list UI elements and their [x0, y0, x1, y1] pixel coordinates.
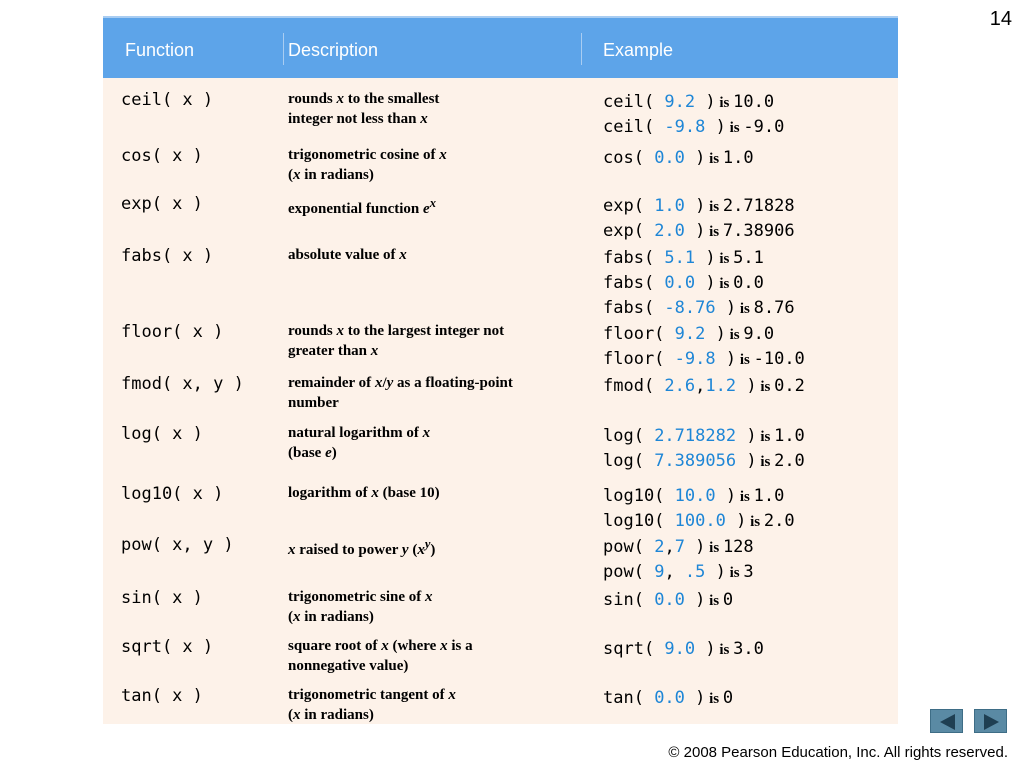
function-description: rounds x to the largest integer not greater than x — [288, 323, 505, 359]
example-line: fmod( 2.6,1.2 ) is 0.2 — [603, 376, 805, 396]
example-line: pow( 2,7 ) is 128 — [603, 537, 754, 557]
is-keyword: is — [705, 691, 723, 707]
is-keyword: is — [725, 120, 744, 136]
is-keyword: is — [705, 540, 723, 556]
function-examples — [603, 686, 733, 711]
example-result: 2.0 — [774, 451, 805, 471]
example-argument: 0.0 — [654, 590, 685, 610]
function-description: trigonometric tangent of x (x in radians) — [288, 687, 456, 723]
example-argument: 9.2 — [674, 324, 706, 344]
function-name: ceil( x ) — [121, 90, 214, 110]
is-keyword: is — [756, 454, 775, 470]
example-argument: 5.1 — [664, 248, 696, 268]
is-keyword: is — [705, 151, 723, 167]
is-keyword: is — [705, 593, 723, 609]
example-call: sin( — [603, 590, 655, 610]
example-result: 2.0 — [763, 511, 795, 531]
is-keyword: is — [715, 95, 734, 111]
example-argument: 7.389056 — [654, 451, 737, 471]
example-result: 1.0 — [774, 426, 805, 446]
example-result: 1.0 — [722, 148, 754, 168]
example-result: 8.76 — [753, 298, 795, 318]
function-description: absolute value of x — [288, 247, 407, 263]
function-table — [103, 16, 898, 724]
function-examples — [603, 484, 795, 534]
function-description: square root of x (where x is a nonnegative value) — [288, 638, 473, 674]
example-argument: 0.0 — [654, 688, 685, 708]
example-line: sin( 0.0 ) is 0 — [603, 590, 734, 610]
function-examples — [603, 588, 733, 613]
example-call: cos( — [603, 148, 655, 168]
example-call: fabs( — [603, 273, 665, 293]
is-keyword: is — [705, 224, 723, 240]
function-description: trigonometric cosine of x (x in radians) — [288, 147, 447, 183]
header-example: Example — [603, 40, 674, 60]
example-call: pow( — [603, 562, 655, 582]
example-argument: 9.2 — [664, 92, 696, 112]
function-description: natural logarithm of x (base e) — [288, 425, 431, 461]
is-keyword: is — [756, 379, 775, 395]
example-result: 9.0 — [743, 324, 775, 344]
example-result: 0 — [722, 688, 734, 708]
example-call: log10( — [603, 486, 675, 506]
table-header — [103, 16, 898, 78]
example-call: exp( — [603, 196, 655, 216]
example-result: 3 — [743, 562, 754, 582]
example-call: log10( — [603, 511, 675, 531]
example-result: 3.0 — [733, 639, 764, 659]
example-line: log10( 10.0 ) is 1.0 — [603, 486, 785, 506]
example-argument: 1.2 — [705, 376, 737, 396]
example-call: log( — [603, 451, 655, 471]
triangle-right-icon — [975, 710, 1008, 734]
function-description: exponential function $e^x$ — [288, 196, 436, 217]
is-keyword: is — [756, 429, 775, 445]
example-result: 10.0 — [733, 92, 775, 112]
example-result: 1.0 — [753, 486, 785, 506]
example-line: exp( 2.0 ) is 7.38906 — [603, 221, 795, 241]
example-argument: 2 — [654, 537, 665, 557]
example-argument: 10.0 — [674, 486, 716, 506]
example-call: fabs( — [603, 298, 665, 318]
header-divider — [283, 33, 284, 65]
example-line: pow( 9, .5 ) is 3 — [603, 562, 754, 582]
is-keyword: is — [725, 327, 744, 343]
copyright-footer: © 2008 Pearson Education, Inc. All rights reserved. — [668, 744, 1008, 761]
example-argument: 0.0 — [654, 148, 685, 168]
header-divider — [581, 33, 582, 65]
function-name: pow( x, y ) — [121, 535, 234, 555]
example-argument: 1.0 — [654, 196, 685, 216]
example-result: 2.71828 — [722, 196, 795, 216]
example-line: fabs( 0.0 ) is 0.0 — [603, 273, 764, 293]
function-name: cos( x ) — [121, 146, 203, 166]
example-result: 7.38906 — [722, 221, 795, 241]
example-line: tan( 0.0 ) is 0 — [603, 688, 734, 708]
example-argument: 2.6 — [664, 376, 696, 396]
function-examples — [603, 637, 764, 662]
example-argument: 100.0 — [674, 511, 726, 531]
example-argument: 0.0 — [664, 273, 696, 293]
example-line: ceil( -9.8 ) is -9.0 — [603, 117, 785, 137]
example-argument: 7 — [674, 537, 685, 557]
example-line: exp( 1.0 ) is 2.71828 — [603, 196, 795, 216]
example-call: log( — [603, 426, 655, 446]
example-line: sqrt( 9.0 ) is 3.0 — [603, 639, 764, 659]
is-keyword: is — [715, 276, 734, 292]
function-examples — [603, 374, 805, 399]
example-argument: -8.76 — [664, 298, 716, 318]
example-line: floor( 9.2 ) is 9.0 — [603, 324, 775, 344]
example-line: floor( -9.8 ) is -10.0 — [603, 349, 805, 369]
is-keyword: is — [715, 251, 734, 267]
example-result: 0.0 — [733, 273, 764, 293]
function-name: exp( x ) — [121, 194, 203, 214]
example-argument: -9.8 — [664, 117, 706, 137]
example-result: -9.0 — [743, 117, 785, 137]
function-name: fabs( x ) — [121, 246, 214, 266]
function-description: rounds x to the smallest integer not less than x — [288, 91, 440, 127]
example-call: sqrt( — [603, 639, 665, 659]
function-name: log10( x ) — [121, 484, 224, 504]
example-call: fmod( — [603, 376, 665, 396]
is-keyword: is — [736, 489, 754, 505]
example-call: ceil( — [603, 92, 665, 112]
example-line: fabs( 5.1 ) is 5.1 — [603, 248, 764, 268]
example-line: log10( 100.0 ) is 2.0 — [603, 511, 795, 531]
function-examples — [603, 246, 795, 321]
example-argument: 9 — [654, 562, 665, 582]
function-name: sin( x ) — [121, 588, 203, 608]
triangle-left-icon — [931, 710, 964, 734]
example-result: 0.2 — [774, 376, 805, 396]
function-description: logarithm of x (base 10) — [288, 485, 440, 501]
is-keyword: is — [725, 565, 744, 581]
example-line: cos( 0.0 ) is 1.0 — [603, 148, 754, 168]
function-name: tan( x ) — [121, 686, 203, 706]
example-argument: .5 — [674, 562, 706, 582]
next-slide-button[interactable] — [974, 709, 1007, 733]
example-call: pow( — [603, 537, 655, 557]
prev-slide-button[interactable] — [930, 709, 963, 733]
example-argument: 9.0 — [664, 639, 696, 659]
example-result: 0 — [722, 590, 734, 610]
function-name: log( x ) — [121, 424, 203, 444]
function-description: remainder of x/y as a floating-point number — [288, 375, 513, 411]
example-line: fabs( -8.76 ) is 8.76 — [603, 298, 795, 318]
is-keyword: is — [736, 352, 754, 368]
function-name: fmod( x, y ) — [121, 374, 244, 394]
function-examples — [603, 194, 795, 244]
example-call: ceil( — [603, 117, 665, 137]
example-call: fabs( — [603, 248, 665, 268]
example-call: tan( — [603, 688, 655, 708]
example-line: log( 7.389056 ) is 2.0 — [603, 451, 805, 471]
header-function: Function — [125, 40, 195, 60]
example-argument: 2.718282 — [654, 426, 737, 446]
function-examples — [603, 535, 754, 585]
page-number: 14 — [989, 8, 1012, 30]
example-call: floor( — [603, 324, 675, 344]
is-keyword: is — [715, 642, 734, 658]
function-name: sqrt( x ) — [121, 637, 214, 657]
example-line: ceil( 9.2 ) is 10.0 — [603, 92, 775, 112]
example-result: 128 — [722, 537, 754, 557]
function-description: x raised to power y $(x^y)$ — [288, 537, 436, 558]
function-examples — [603, 322, 805, 372]
function-examples — [603, 424, 805, 474]
example-result: -10.0 — [753, 349, 805, 369]
function-description: trigonometric sine of x (x in radians) — [288, 589, 433, 625]
is-keyword: is — [736, 301, 754, 317]
function-name: floor( x ) — [121, 322, 224, 342]
is-keyword: is — [746, 514, 764, 530]
example-argument: -9.8 — [674, 349, 716, 369]
function-examples — [603, 90, 784, 140]
example-call: floor( — [603, 349, 675, 369]
example-argument: 2.0 — [654, 221, 685, 241]
is-keyword: is — [705, 199, 723, 215]
function-examples — [603, 146, 754, 171]
header-description: Description — [288, 40, 379, 60]
example-call: exp( — [603, 221, 655, 241]
example-line: log( 2.718282 ) is 1.0 — [603, 426, 805, 446]
example-result: 5.1 — [733, 248, 764, 268]
